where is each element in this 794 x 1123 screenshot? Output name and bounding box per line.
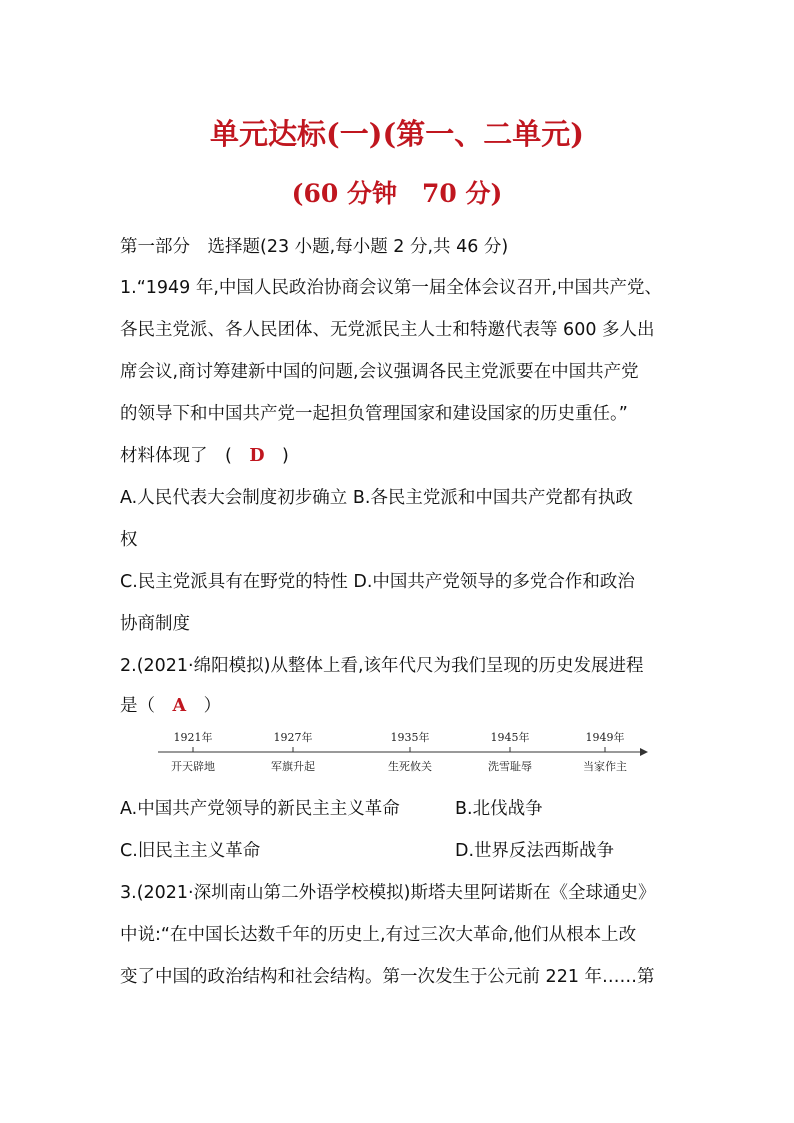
timeline-year: 1921年	[173, 731, 213, 744]
q1-option-c: C.民主党派具有在野党的特性	[120, 572, 348, 592]
q2-option-c: C.旧民主主义革命	[120, 841, 261, 861]
q1-answer: D	[249, 446, 265, 466]
q1-option-b: B.各民主党派和中国共产党都有执政	[352, 488, 633, 508]
q2-option-a: A.中国共产党领导的新民主主义革命	[120, 799, 400, 819]
q1-option-row-1	[120, 484, 633, 509]
q2-option-b: B.北伐战争	[455, 799, 543, 819]
timeline-arrow	[640, 748, 648, 756]
q1-stem-end: 材料体现了	[120, 446, 208, 466]
timeline-label: 开天辟地	[171, 760, 215, 773]
q3-line-1: 3.(2021·深圳南山第二外语学校模拟)斯塔夫里阿诺斯在《全球通史》	[120, 883, 656, 903]
timeline-label: 当家作主	[583, 760, 627, 773]
q1-option-d-cont: 协商制度	[120, 614, 190, 634]
q1-option-b-cont: 权	[120, 530, 138, 550]
timeline-year: 1927年	[273, 731, 313, 744]
q1-line-3: 席会议,商讨筹建新中国的问题,会议强调各民主党派要在中国共产党	[120, 362, 639, 382]
q1-option-d: D.中国共产党领导的多党合作和政治	[353, 572, 635, 592]
q2-stem-end: 是	[120, 696, 138, 716]
q1-option-a: A.人民代表大会制度初步确立	[120, 488, 348, 508]
q3-line-3: 变了中国的政治结构和社会结构。第一次发生于公元前 221 年……第	[120, 967, 655, 987]
q1-line-5: 材料体现了 ( D )	[120, 446, 289, 466]
q2-line-1: 2.(2021·绵阳模拟)从整体上看,该年代尺为我们呈现的历史发展进程	[120, 656, 644, 676]
timeline-figure	[155, 727, 650, 777]
q1-option-row-2	[120, 568, 635, 593]
timeline-year: 1935年	[390, 731, 430, 744]
page-title: 单元达标(一)(第一、二单元)	[210, 117, 584, 151]
q1-line-4: 的领导下和中国共产党一起担负管理国家和建设国家的历史重任。”	[120, 404, 628, 424]
page-subtitle: (60 分钟 70 分)	[291, 179, 503, 208]
q1-line-2: 各民主党派、各人民团体、无党派民主人士和特邀代表等 600 多人出	[120, 320, 655, 340]
timeline-label: 洗雪耻辱	[488, 760, 532, 773]
q2-line-2: 是（ A ）	[120, 696, 222, 716]
timeline-label: 生死攸关	[388, 760, 432, 773]
q2-answer: A	[172, 696, 187, 716]
section-heading: 第一部分 选择题(23 小题,每小题 2 分,共 46 分)	[120, 237, 509, 257]
timeline-label: 军旗升起	[271, 760, 315, 773]
timeline-year: 1949年	[585, 731, 625, 744]
q1-line-1: 1.“1949 年,中国人民政治协商会议第一届全体会议召开,中国共产党、	[120, 278, 662, 298]
q2-option-d: D.世界反法西斯战争	[455, 841, 615, 861]
q3-line-2: 中说:“在中国长达数千年的历史上,有过三次大革命,他们从根本上改	[120, 925, 637, 945]
timeline-year: 1945年	[490, 731, 530, 744]
